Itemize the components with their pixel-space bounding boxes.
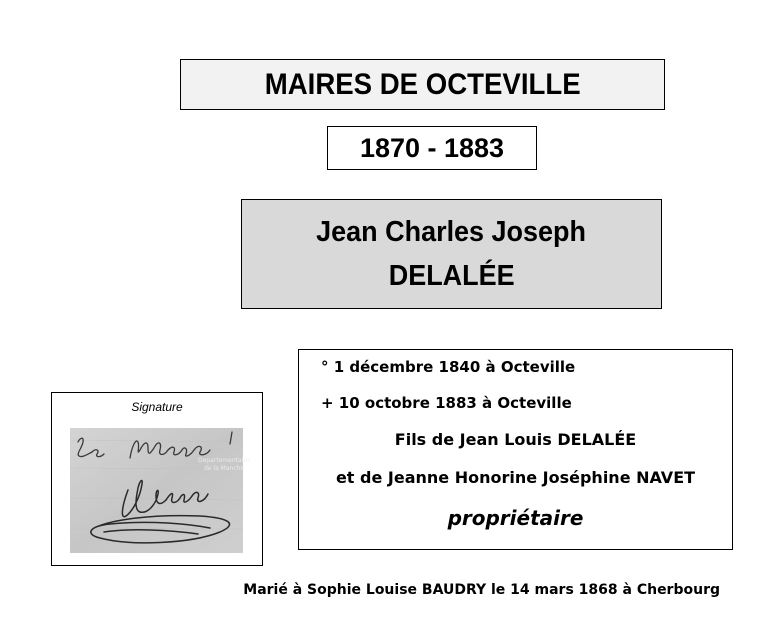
marriage-info: Marié à Sophie Louise BAUDRY le 14 mars 1868 à Cherbourg bbox=[243, 582, 720, 598]
years-box bbox=[327, 126, 537, 170]
svg-text:de la Manche: de la Manche bbox=[204, 465, 245, 472]
term-years: 1870 - 1883 bbox=[359, 132, 505, 163]
mother-info: et de Jeanne Honorine Joséphine NAVET bbox=[335, 468, 696, 487]
signature-label: Signature bbox=[131, 400, 183, 414]
signature-box bbox=[51, 392, 263, 566]
given-names: Jean Charles Joseph bbox=[316, 216, 587, 248]
title-box bbox=[180, 59, 665, 110]
death-info: + 10 octobre 1883 à Octeville bbox=[321, 394, 572, 412]
page-title: MAIRES DE OCTEVILLE bbox=[264, 67, 581, 101]
signature-image bbox=[70, 428, 251, 553]
birth-info: ° 1 décembre 1840 à Octeville bbox=[321, 358, 576, 376]
name-box bbox=[241, 199, 662, 309]
father-info: Fils de Jean Louis DELALÉE bbox=[394, 430, 637, 449]
occupation: propriétaire bbox=[447, 506, 584, 530]
surname: DELALÉE bbox=[388, 260, 515, 292]
details-box bbox=[298, 349, 733, 550]
svg-text:Departementales: Departementales bbox=[198, 457, 251, 464]
